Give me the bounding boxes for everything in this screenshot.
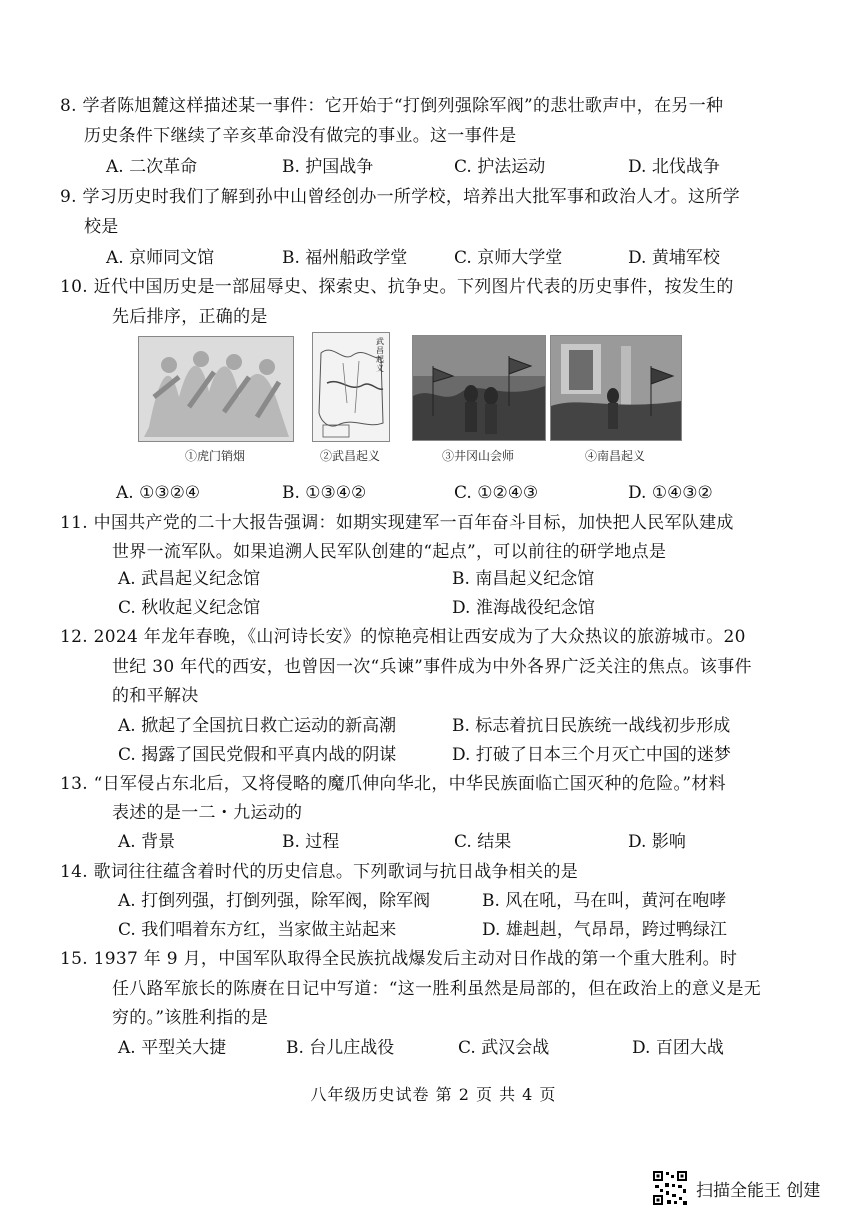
q9-option-a: A. 京师同文馆 <box>106 248 215 268</box>
q8-option-c: C. 护法运动 <box>454 157 546 177</box>
qr-code-icon <box>652 1170 688 1206</box>
q15-stem-line1: 15. 1937 年 9 月，中国军队取得全民族抗战爆发后主动对日作战的第一个重大胜利。时 <box>60 949 738 969</box>
q12-option-a: A. 掀起了全国抗日救亡运动的新高潮 <box>118 716 397 736</box>
picture-1-caption: ①虎门销烟 <box>184 449 245 463</box>
q12-option-b: B. 标志着抗日民族统一战线初步形成 <box>452 716 731 736</box>
q13-stem-line1: 13. “日军侵占东北后，又将侵略的魔爪伸向华北，中华民族面临亡国灭种的危险。”材料 <box>60 774 726 794</box>
q13-stem-line2: 表述的是一二・九运动的 <box>112 803 303 823</box>
q10-stem-line1: 10. 近代中国历史是一部屈辱史、探索史、抗争史。下列图片代表的历史事件，按发生的 <box>60 277 734 297</box>
picture-wuchang-map <box>312 332 390 442</box>
q10-stem-line2: 先后排序，正确的是 <box>112 307 268 327</box>
q13-option-b: B. 过程 <box>282 832 340 852</box>
q9-option-c: C. 京师大学堂 <box>454 248 563 268</box>
q11-option-d: D. 淮海战役纪念馆 <box>452 598 595 618</box>
picture-3-caption: ③井冈山会师 <box>441 449 514 463</box>
q12-option-c: C. 揭露了国民党假和平真内战的阴谋 <box>118 745 397 765</box>
q9-stem-line1: 9. 学习历史时我们了解到孙中山曾经创办一所学校，培养出大批军事和政治人才。这所学 <box>60 187 740 207</box>
q10-option-c: C. ①②④③ <box>454 483 539 503</box>
q9-option-d: D. 黄埔军校 <box>628 248 720 268</box>
q13-option-d: D. 影响 <box>628 832 686 852</box>
q9-option-b: B. 福州船政学堂 <box>282 248 408 268</box>
q9-stem-line2: 校是 <box>84 217 119 237</box>
q8-stem-line1: 8. 学者陈旭麓这样描述某一事件：它开始于“打倒列强除军阀”的悲壮歌声中，在另一种 <box>60 96 724 116</box>
q11-option-c: C. 秋收起义纪念馆 <box>118 598 261 618</box>
q10-option-d: D. ①④③② <box>628 483 713 503</box>
q11-option-b: B. 南昌起义纪念馆 <box>452 569 595 589</box>
map-title: 武昌起义 <box>376 337 384 373</box>
q14-option-d: D. 雄赳赳，气昂昂，跨过鸭绿江 <box>482 920 727 940</box>
picture-jinggangshan-painting <box>412 335 546 441</box>
q12-stem-line1: 12. 2024 年龙年春晚，《山河诗长安》的惊艳亮相让西安成为了大众热议的旅游城市。20 <box>60 627 746 647</box>
q8-stem-line2: 历史条件下继续了辛亥革命没有做完的事业。这一事件是 <box>84 126 517 146</box>
q14-stem-line1: 14. 歌词往往蕴含着时代的历史信息。下列歌词与抗日战争相关的是 <box>60 862 579 882</box>
q15-stem-line3: 穷的。”该胜利指的是 <box>112 1008 269 1028</box>
q15-option-a: A. 平型关大捷 <box>118 1038 227 1058</box>
q8-option-a: A. 二次革命 <box>106 157 198 177</box>
q11-stem-line1: 11. 中国共产党的二十大报告强调：如期实现建军一百年奋斗目标，加快把人民军队建成 <box>60 513 734 533</box>
q12-stem-line3: 的和平解决 <box>112 686 199 706</box>
q12-stem-line2: 世纪 30 年代的西安，也曾因一次“兵谏”事件成为中外各界广泛关注的焦点。该事件 <box>112 657 752 677</box>
q12-option-d: D. 打破了日本三个月灭亡中国的迷梦 <box>452 745 731 765</box>
q13-option-c: C. 结果 <box>454 832 512 852</box>
picture-humen-relief <box>138 336 294 442</box>
q14-option-a: A. 打倒列强，打倒列强，除军阀，除军阀 <box>118 891 431 911</box>
q8-option-d: D. 北伐战争 <box>628 157 720 177</box>
picture-2-caption: ②武昌起义 <box>319 449 380 463</box>
q14-option-b: B. 风在吼，马在叫，黄河在咆哮 <box>482 891 727 911</box>
q8-option-b: B. 护国战争 <box>282 157 374 177</box>
q10-option-a: A. ①③②④ <box>116 483 201 503</box>
q15-stem-line2: 任八路军旅长的陈赓在日记中写道：“这一胜利虽然是局部的，但在政治上的意义是无 <box>112 979 762 999</box>
q14-option-c: C. 我们唱着东方红，当家做主站起来 <box>118 920 397 940</box>
scanner-brand-label: 扫描全能王 创建 <box>696 1181 821 1201</box>
q15-option-d: D. 百团大战 <box>632 1038 724 1058</box>
q10-option-b: B. ①③④② <box>282 483 367 503</box>
q15-option-b: B. 台儿庄战役 <box>286 1038 395 1058</box>
picture-nanchang-painting <box>550 335 682 441</box>
picture-4-caption: ④南昌起义 <box>584 449 645 463</box>
q13-option-a: A. 背景 <box>118 832 176 852</box>
page-footer: 八年级历史试卷 第 2 页 共 4 页 <box>310 1085 557 1104</box>
q15-option-c: C. 武汉会战 <box>458 1038 550 1058</box>
q11-option-a: A. 武昌起义纪念馆 <box>118 569 261 589</box>
q11-stem-line2: 世界一流军队。如果追溯人民军队创建的“起点”，可以前往的研学地点是 <box>112 542 667 562</box>
